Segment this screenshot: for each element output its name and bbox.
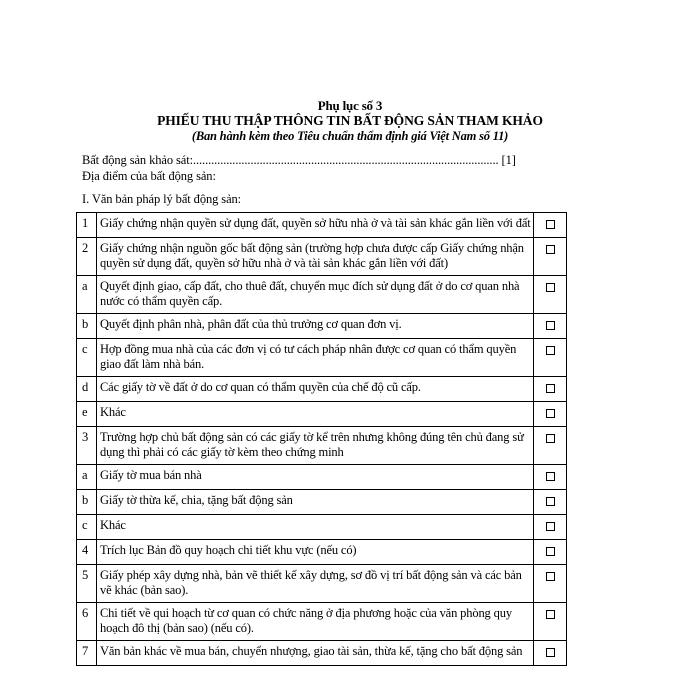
table-row [77, 377, 567, 402]
row-number: e [77, 402, 97, 427]
document-checkbox[interactable] [546, 245, 555, 254]
surveyed-property-field: Bất động sản khảo sát:..................................................................................................... [1] [82, 153, 516, 167]
row-number: 6 [77, 603, 97, 641]
page-title: PHIẾU THU THẬP THÔNG TIN BẤT ĐỘNG SẢN THAM KHẢO [157, 113, 543, 128]
row-number: 3 [77, 427, 97, 465]
row-number: b [77, 314, 97, 339]
row-number: 5 [77, 565, 97, 603]
document-checkbox[interactable] [546, 497, 555, 506]
row-text: Quyết định phân nhà, phân đất của thủ trưởng cơ quan đơn vị. [97, 314, 534, 339]
document-checkbox[interactable] [546, 283, 555, 292]
row-text: Khác [97, 402, 534, 427]
table-row [77, 402, 567, 427]
table-row [77, 641, 567, 666]
appendix-number: Phụ lục số 3 [317, 98, 383, 113]
row-number: 1 [77, 213, 97, 238]
row-number: d [77, 377, 97, 402]
property-location-field: Địa điểm của bất động sản: [82, 169, 216, 183]
row-text: Giấy tờ thừa kế, chia, tặng bất động sản [97, 490, 534, 515]
document-checkbox[interactable] [546, 220, 555, 229]
row-text: Hợp đồng mua nhà của các đơn vị có tư cách pháp nhân được cơ quan có thẩm quyền giao đất làm nhà bán. [97, 339, 534, 377]
section-heading-legal-documents: I. Văn bản pháp lý bất động sản: [82, 192, 242, 206]
row-number: 7 [77, 641, 97, 666]
document-checkbox[interactable] [546, 384, 555, 393]
table-row [77, 238, 567, 276]
table-row [77, 465, 567, 490]
document-checkbox[interactable] [546, 409, 555, 418]
document-checkbox[interactable] [546, 648, 555, 657]
document-checkbox[interactable] [546, 321, 555, 330]
table-row [77, 276, 567, 314]
document-checkbox[interactable] [546, 522, 555, 531]
row-text: Văn bản khác về mua bán, chuyển nhượng, giao tài sản, thừa kế, tặng cho bất động sản [97, 641, 534, 666]
row-text: Giấy phép xây dựng nhà, bản vẽ thiết kế xây dựng, sơ đồ vị trí bất động sản và các bản vẽ khác (bản sao). [97, 565, 534, 603]
document-checkbox[interactable] [546, 547, 555, 556]
row-text: Khác [97, 515, 534, 540]
page-subtitle: (Ban hành kèm theo Tiêu chuẩn thẩm định giá Việt Nam số 11) [191, 129, 509, 143]
table-row [77, 515, 567, 540]
document-checkbox[interactable] [546, 610, 555, 619]
table-row [77, 213, 567, 238]
row-text: Giấy chứng nhận nguồn gốc bất động sản (trường hợp chưa được cấp Giấy chứng nhận quyền sử dụng đất, quyền sở hữu nhà ở và tài sản khác gắn liền với đất) [97, 238, 534, 276]
table-row [77, 540, 567, 565]
legal-documents-table [76, 212, 567, 666]
row-text: Quyết định giao, cấp đất, cho thuê đất, chuyển mục đích sử dụng đất ở do cơ quan nhà nước có thẩm quyền cấp. [97, 276, 534, 314]
document-checkbox[interactable] [546, 346, 555, 355]
row-number: c [77, 339, 97, 377]
table-row [77, 603, 567, 641]
row-text: Trường hợp chủ bất động sản có các giấy tờ kể trên nhưng không đúng tên chủ đang sử dụng thì phải có các giấy tờ kèm theo chứng minh [97, 427, 534, 465]
table-row [77, 339, 567, 377]
document-checkbox[interactable] [546, 434, 555, 443]
row-number: 4 [77, 540, 97, 565]
table-row [77, 314, 567, 339]
row-number: 2 [77, 238, 97, 276]
document-checkbox[interactable] [546, 572, 555, 581]
row-text: Các giấy tờ về đất ở do cơ quan có thẩm quyền của chế độ cũ cấp. [97, 377, 534, 402]
document-checkbox[interactable] [546, 472, 555, 481]
row-text: Giấy tờ mua bán nhà [97, 465, 534, 490]
row-number: a [77, 276, 97, 314]
table-row [77, 427, 567, 465]
row-number: a [77, 465, 97, 490]
table-row [77, 490, 567, 515]
row-text: Trích lục Bản đồ quy hoạch chi tiết khu vực (nếu có) [97, 540, 534, 565]
row-number: c [77, 515, 97, 540]
row-text: Giấy chứng nhận quyền sử dụng đất, quyền sở hữu nhà ở và tài sản khác gắn liền với đất [97, 213, 534, 238]
row-number: b [77, 490, 97, 515]
row-text: Chi tiết về qui hoạch từ cơ quan có chức năng ở địa phương hoặc của văn phòng quy hoạch đô thị (bản sao) (nếu có). [97, 603, 534, 641]
table-row [77, 565, 567, 603]
